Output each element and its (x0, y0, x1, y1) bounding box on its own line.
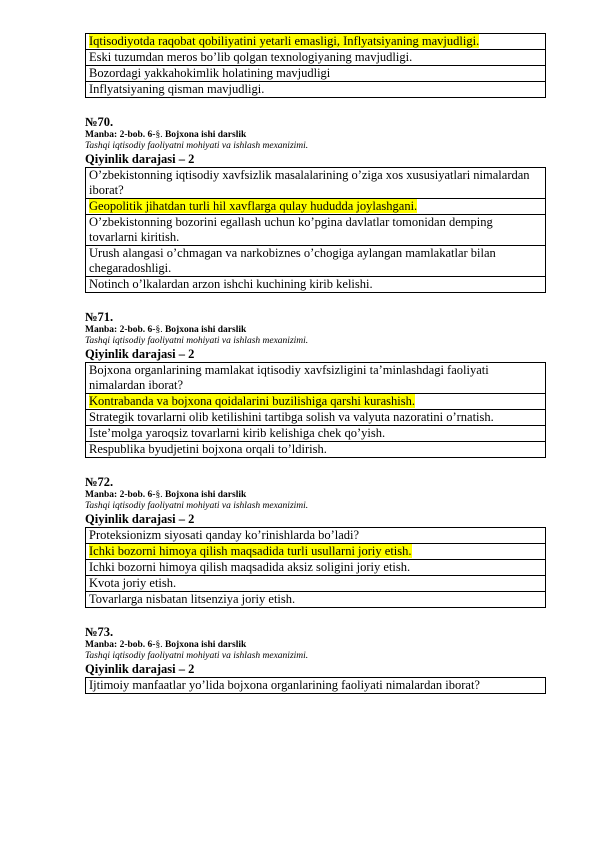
question-topic: Tashqi iqtisodiy faoliyatni mohiyati va ishlash mexanizimi. (85, 651, 309, 661)
answer-row-correct (86, 199, 546, 215)
difficulty-level: Qiyinlik darajasi – 2 (85, 152, 195, 166)
answer-row: Kvota joriy etish. (86, 576, 546, 592)
answer-row-correct (86, 544, 546, 560)
answer-row: Eski tuzumdan meros bo’lib qolgan texnologiyaning mavjudligi. (86, 50, 546, 66)
difficulty-level: Qiyinlik darajasi – 2 (85, 662, 195, 676)
question-topic: Tashqi iqtisodiy faoliyatni mohiyati va ishlash mexanizimi. (85, 501, 309, 511)
question-topic: Tashqi iqtisodiy faoliyatni mohiyati va ishlash mexanizimi. (85, 141, 309, 151)
question-block-70 (85, 115, 546, 293)
answer-row: Urush alangasi o’chmagan va narkobiznes o’chogiga aylangan mamlakatlar bilan chegaradoshligi. (86, 246, 546, 277)
question-source: Manba: 2-bob. 6-§. Bojxona ishi darslik (85, 325, 247, 335)
answer-row: Strategik tovarlarni olib ketilishini tartibga solish va valyuta nazoratini o’rnatish. (86, 410, 546, 426)
question-number: №73. (85, 625, 114, 639)
difficulty-level: Qiyinlik darajasi – 2 (85, 347, 195, 361)
difficulty-level: Qiyinlik darajasi – 2 (85, 512, 195, 526)
question-table (85, 677, 546, 694)
question-table (85, 527, 546, 608)
question-number: №70. (85, 115, 114, 129)
question-number: №71. (85, 310, 114, 324)
question-block-73 (85, 625, 546, 694)
question-source: Manba: 2-bob. 6-§. Bojxona ishi darslik (85, 640, 247, 650)
question-row: Ijtimoiy manfaatlar yo’lida bojxona organlarining faoliyati nimalardan iborat? (86, 678, 546, 694)
answer-row: Iste’molga yaroqsiz tovarlarni kirib kelishiga chek qo’yish. (86, 426, 546, 442)
correct-answer-highlight: Iqtisodiyotda raqobat qobiliyatini yetarli emasligi, Inflyatsiyaning mavjudligi. (89, 34, 480, 48)
answer-row: O’zbekistonning bozorini egallash uchun ko’pgina davlatlar tomonidan demping tovarlarni kiritish. (86, 215, 546, 246)
question-row: Proteksionizm siyosati qanday ko’rinishlarda bo’ladi? (86, 528, 546, 544)
answer-row: Bozordagi yakkahokimlik holatining mavjudligi (86, 66, 546, 82)
question-number: №72. (85, 475, 114, 489)
correct-answer-highlight: Ichki bozorni himoya qilish maqsadida turli usullarni joriy etish. (89, 544, 412, 558)
previous-answer-table (85, 33, 546, 98)
correct-answer-highlight: Geopolitik jihatdan turli hil xavflarga qulay hududda joylashgani. (89, 199, 418, 213)
question-block-72 (85, 475, 546, 608)
question-table (85, 362, 546, 458)
question-topic: Tashqi iqtisodiy faoliyatni mohiyati va ishlash mexanizimi. (85, 336, 309, 346)
question-row: Bojxona organlarining mamlakat iqtisodiy xavfsizligini ta’minlashdagi faoliyati nimalardan iborat? (86, 363, 546, 394)
correct-answer-highlight: Kontrabanda va bojxona qoidalarini buzilishiga qarshi kurashish. (89, 394, 415, 408)
answer-row-correct (86, 34, 546, 50)
document-page (85, 33, 546, 694)
question-source: Manba: 2-bob. 6-§. Bojxona ishi darslik (85, 130, 247, 140)
answer-row: Respublika byudjetini bojxona orqali to’ldirish. (86, 442, 546, 458)
question-source: Manba: 2-bob. 6-§. Bojxona ishi darslik (85, 490, 247, 500)
question-row: O’zbekistonning iqtisodiy xavfsizlik masalalarining o’ziga xos xususiyatlari nimalardan iborat? (86, 168, 546, 199)
answer-row: Tovarlarga nisbatan litsenziya joriy etish. (86, 592, 546, 608)
answer-row: Notinch o’lkalardan arzon ishchi kuchining kirib kelishi. (86, 277, 546, 293)
question-table (85, 167, 546, 293)
answer-row-correct (86, 394, 546, 410)
answer-row: Inflyatsiyaning qisman mavjudligi. (86, 82, 546, 98)
answer-row: Ichki bozorni himoya qilish maqsadida aksiz soligini joriy etish. (86, 560, 546, 576)
question-block-71 (85, 310, 546, 458)
